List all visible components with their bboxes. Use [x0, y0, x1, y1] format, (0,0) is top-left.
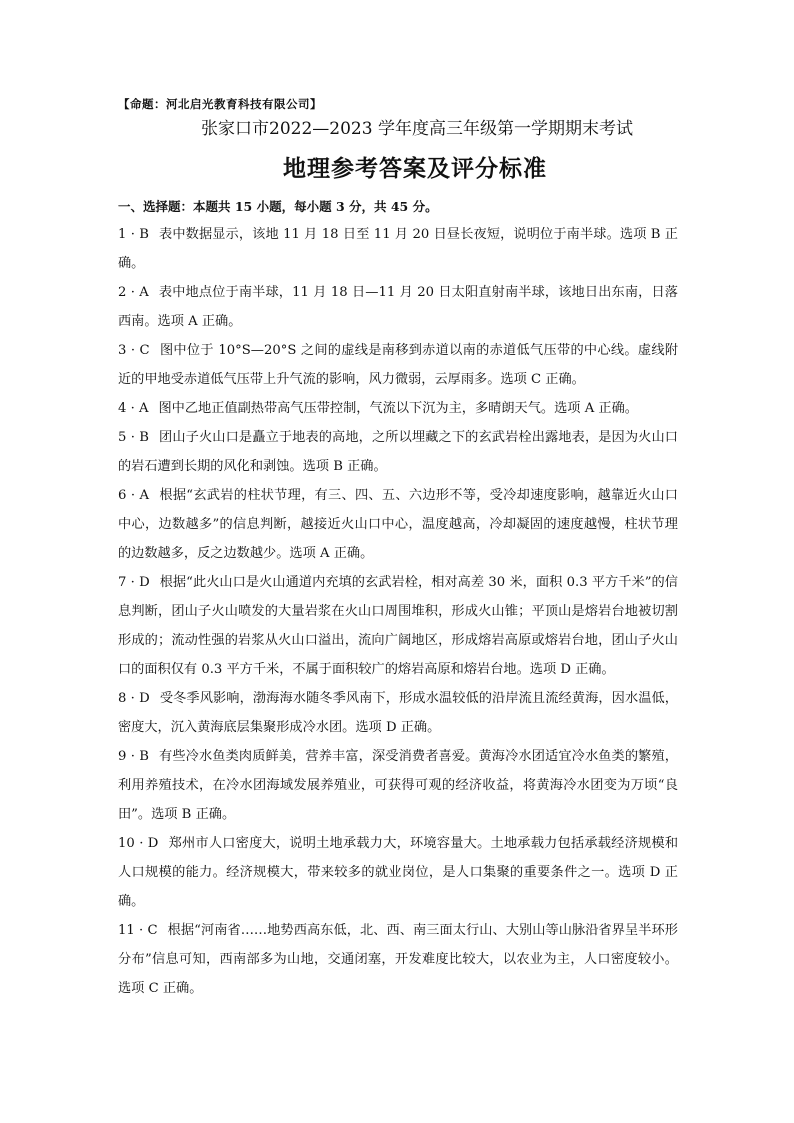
- answer-item-9: [118, 742, 678, 829]
- section-heading: 一、选择题：本题共 15 小题，每小题 3 分，共 45 分。: [118, 199, 438, 214]
- answer-number: 8 · D: [118, 691, 150, 706]
- answer-item-8: [118, 684, 678, 742]
- answer-number: 4 · A: [118, 401, 149, 416]
- answer-text: 根据“玄武岩的柱状节理，有三、四、五、六边形不等，受冷却速度影响，越靠近火山口中心，边数越多”的信息判断，越接近火山口中心，温度越高，冷却凝固的速度越慢，柱状节理的边数越多，反之边数越少。选项 A 正确。: [118, 488, 678, 561]
- answer-text: 郑州市人口密度大，说明土地承载力大，环境容量大。土地承载力包括承载经济规模和人口规模的能力。经济规模大，带来较多的就业岗位，是人口集聚的重要条件之一。选项 D 正确。: [118, 836, 679, 909]
- answer-text: 图中乙地正值副热带高气压带控制，气流以下沉为主，多晴朗天气。选项 A 正确。: [158, 401, 638, 416]
- answer-number: 6 · A: [118, 488, 150, 503]
- answer-number: 10 · D: [118, 836, 159, 851]
- answer-item-5: [118, 423, 678, 481]
- answer-number: 3 · C: [118, 343, 150, 358]
- answer-number: 2 · A: [118, 285, 149, 300]
- answer-text: 受冬季风影响，渤海海水随冬季风南下，形成水温较低的沿岸流且流经黄海，因水温低，密度大，沉入黄海底层集聚形成冷水团。选项 D 正确。: [118, 691, 678, 735]
- answer-text: 根据“此火山口是火山通道内充填的玄武岩栓，相对高差 30 米，面积 0.3 平方千米”的信息判断，团山子火山喷发的大量岩浆在火山口周围堆积，形成火山锥；平顶山是熔岩台地被切割形成的；流动性强的岩浆从火山口溢出，流向广阔地区，形成熔岩高原或熔岩台地，团山子火山口的面积仅有 0.3 平方千米，不属于面积较广的熔岩高原和熔岩台地。选项 D 正确。: [118, 575, 678, 677]
- answer-item-7: [118, 568, 678, 684]
- answer-number: 1 · B: [118, 227, 149, 242]
- answer-text: 图中位于 10°S—20°S 之间的虚线是南移到赤道以南的赤道低气压带的中心线。虚线附近的甲地受赤道低气压带上升气流的影响，风力微弱，云厚雨多。选项 C 正确。: [118, 343, 679, 387]
- publisher-tag: 【命题：河北启光教育科技有限公司】: [118, 97, 322, 111]
- answer-number: 7 · D: [118, 575, 150, 590]
- exam-subtitle: 张家口市2022—2023 学年度高三年级第一学期期末考试: [201, 119, 633, 139]
- answer-text: 表中地点位于南半球，11 月 18 日—11 月 20 日太阳直射南半球，该地日出东南，日落西南。选项 A 正确。: [118, 285, 678, 329]
- answer-item-11: [118, 916, 678, 1003]
- page-title: 地理参考答案及评分标准: [283, 155, 547, 182]
- answer-number: 11 · C: [118, 923, 158, 938]
- answer-text: 有些冷水鱼类肉质鲜美，营养丰富，深受消费者喜爱。黄海冷水团适宜冷水鱼类的繁殖，利用养殖技术，在冷水团海域发展养殖业，可获得可观的经济收益，将黄海冷水团变为万顷“良田”。选项 B 正确。: [118, 749, 678, 822]
- answer-item-2: [118, 278, 678, 336]
- answer-item-6: [118, 481, 678, 568]
- answer-list: [118, 220, 678, 1003]
- answer-text: 根据“河南省……地势西高东低，北、西、南三面太行山、大别山等山脉沿省界呈半环形分布”信息可知，西南部多为山地，交通闭塞，开发难度比较大，以农业为主，人口密度较小。选项 C 正确。: [118, 923, 678, 996]
- answer-text: 表中数据显示，该地 11 月 18 日至 11 月 20 日昼长夜短，说明位于南半球。选项 B 正确。: [118, 227, 678, 271]
- answer-text: 团山子火山口是矗立于地表的高地，之所以埋藏之下的玄武岩栓出露地表，是因为火山口的岩石遭到长期的风化和剥蚀。选项 B 正确。: [118, 430, 678, 474]
- answer-number: 9 · B: [118, 749, 149, 764]
- answer-item-4: [118, 394, 678, 423]
- answer-number: 5 · B: [118, 430, 149, 445]
- answer-item-1: [118, 220, 678, 278]
- answer-item-10: [118, 829, 678, 916]
- answer-item-3: [118, 336, 678, 394]
